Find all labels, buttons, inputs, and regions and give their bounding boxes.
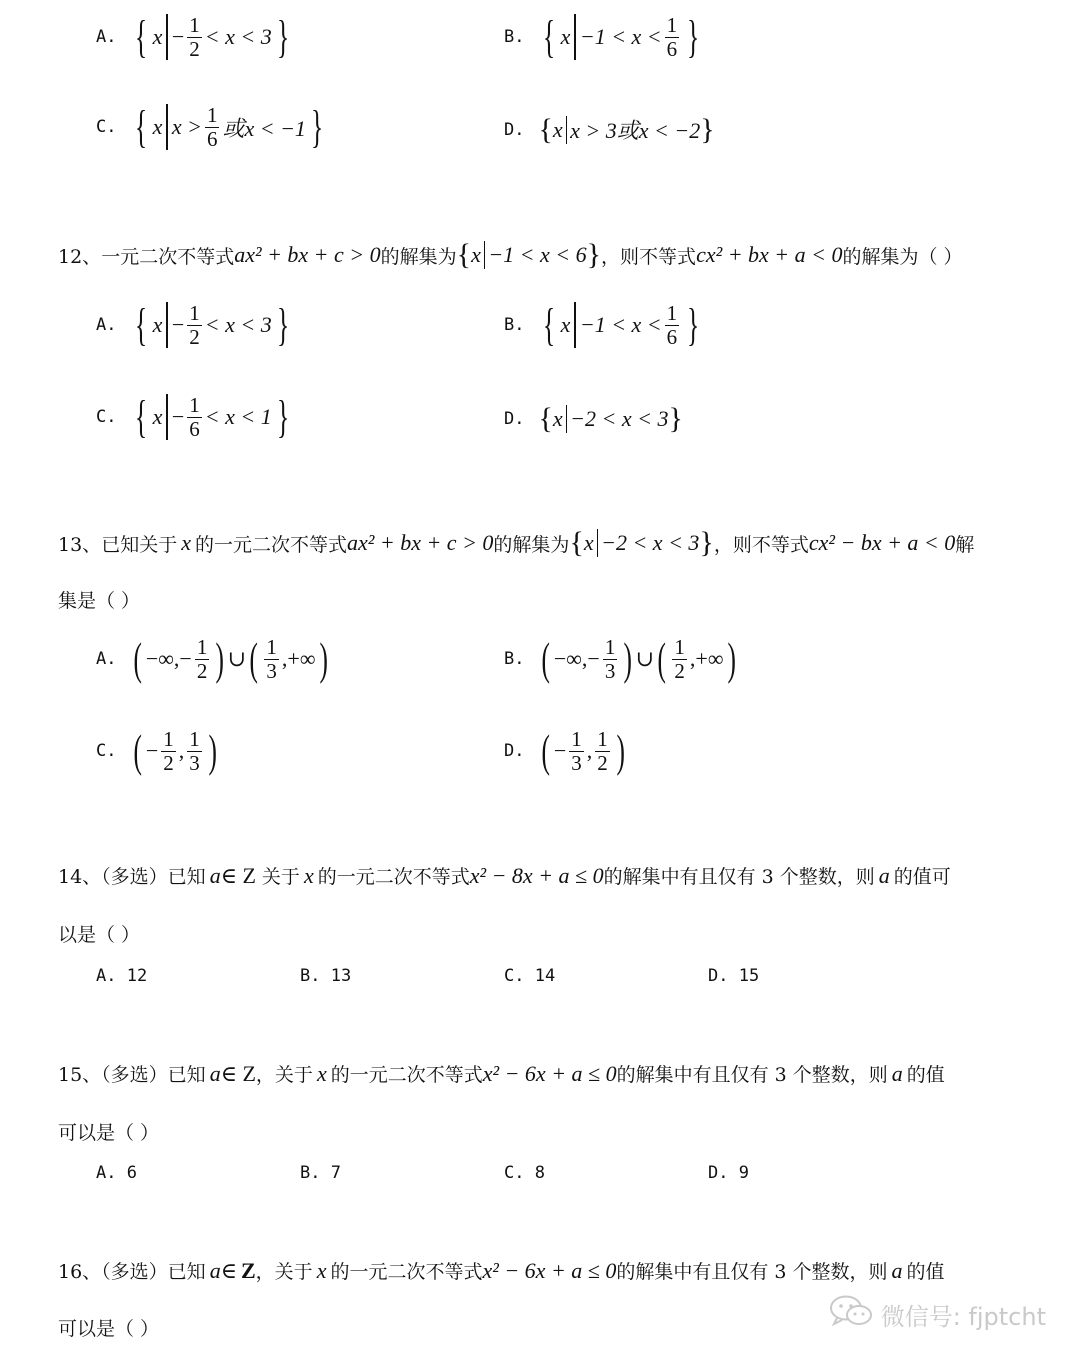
q15-stem-line2: 可以是（ ） <box>58 1122 160 1144</box>
wechat-watermark <box>829 1294 1046 1334</box>
q14-option-b: B. 13 <box>300 966 352 986</box>
q13-option-a: A. ( −∞,− $\frac{1}{2}$ ) ∪ ( $\frac{1}{3}$ ,+∞ ) <box>96 633 328 684</box>
q11-option-a: A. { x − $\frac{1}{2}$ < x < 3 } <box>96 11 289 62</box>
q11-option-d: D. { x x > 3或x < −2 } <box>504 112 715 146</box>
q12-option-d: D. { x −2 < x < 3 } <box>504 402 683 435</box>
q15-option-c: C. 8 <box>504 1163 545 1183</box>
q13-option-d: D. ( − $\frac{1}{3}$ , $\frac{1}{2}$ ) <box>504 725 625 776</box>
q15-option-b: B. 7 <box>300 1163 341 1183</box>
q14-option-d: D. 15 <box>708 966 760 986</box>
q14-stem-line2: 以是（ ） <box>58 924 141 946</box>
q12-option-b: B. { x −1 < x < $\frac{1}{6}$ } <box>504 299 700 350</box>
q13-option-c: C. ( − $\frac{1}{2}$ , $\frac{1}{3}$ ) <box>96 725 217 776</box>
q14-option-a: A. 12 <box>96 966 148 986</box>
q16-stem-line2: 可以是（ ） <box>58 1318 160 1340</box>
watermark-text: 微信号: fjptcht <box>880 1302 1046 1331</box>
wechat-icon <box>829 1294 873 1334</box>
q13-option-b: B. ( −∞,− $\frac{1}{3}$ ) ∪ ( $\frac{1}{2}$ ,+∞ ) <box>504 633 736 684</box>
q15-stem: 15、（多选）已知 a ∈ Z ，关于 x 的一元二次不等式 x² − 6x + a ≤ 0 的解集中有且仅有 3 个整数，则 a 的值 <box>58 1060 945 1086</box>
q11-option-b: B. { x −1 < x < $\frac{1}{6}$ } <box>504 11 700 62</box>
q13-stem-line2: 集是（ ） <box>58 590 141 612</box>
q12-stem: 12、 一元二次不等式 ax² + bx + c > 0 的解集为 { x −1 < x < 6 } ，则不等式 cx² + bx + a < 0 的解集为（ ） <box>58 238 963 271</box>
q14-stem: 14、（多选）已知 a ∈ Z 关于 x 的一元二次不等式 x² − 8x + a ≤ 0 的解集中有且仅有 3 个整数，则 a 的值可 <box>58 862 951 888</box>
q11-option-c: C. { x x > $\frac{1}{6}$ 或x < −1 } <box>96 101 324 152</box>
q15-option-a: A. 6 <box>96 1163 137 1183</box>
q12-option-a: A. { x − $\frac{1}{2}$ < x < 3 } <box>96 299 289 350</box>
q14-option-c: C. 14 <box>504 966 556 986</box>
q13-stem: 13、 已知关于 x 的一元二次不等式 ax² + bx + c > 0 的解集为 { x −2 < x < 3 } ，则不等式 cx² − bx + a < 0 解 <box>58 526 975 559</box>
q12-option-c: C. { x − $\frac{1}{6}$ < x < 1 } <box>96 391 289 442</box>
q16-stem: 16、（多选）已知 a ∈ Z ，关于 x 的一元二次不等式 x² − 6x + a ≤ 0 的解集中有且仅有 3 个整数，则 a 的值 <box>58 1257 945 1283</box>
q15-option-d: D. 9 <box>708 1163 749 1183</box>
